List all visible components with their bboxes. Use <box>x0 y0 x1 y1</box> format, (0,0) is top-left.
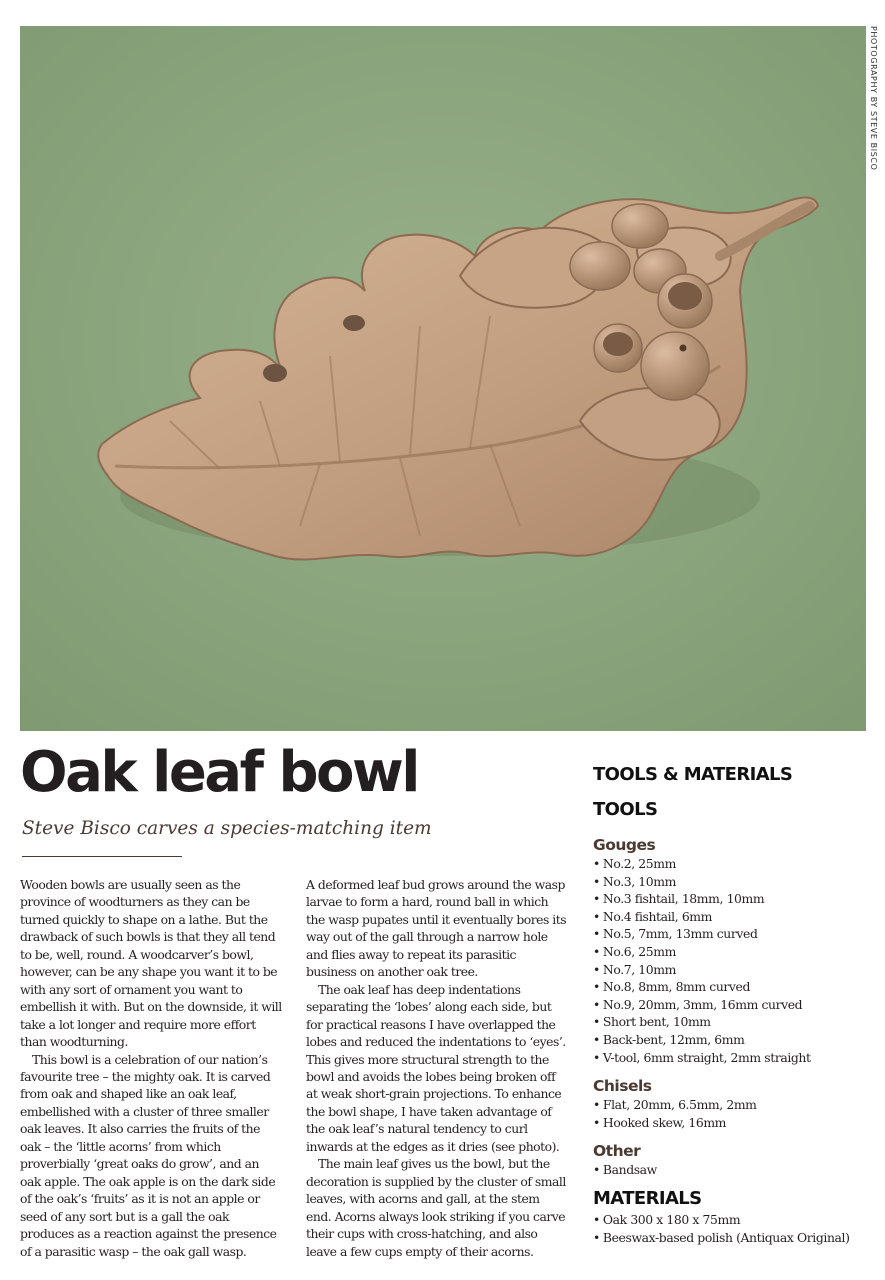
body-column-1 <box>20 876 282 1260</box>
list-item: • Hooked skew, 16mm <box>593 1114 873 1132</box>
gall-wasp-hole <box>680 345 687 352</box>
list-item: • No.9, 20mm, 3mm, 16mm curved <box>593 996 873 1014</box>
tools-heading: TOOLS <box>593 799 658 820</box>
paragraph: This bowl is a celebration of our nation’s favourite tree – the mighty oak. It is carved from oak and shaped like an oak leaf, embellished with a cluster of three smaller oak leaves. It also carries the fruits of the oak – the ‘little acorns’ from which proverbially ‘great oaks do grow’, and an oak apple. The oak apple is on the dark side of the oak’s ‘fruits’ as it is not an apple or seed of any sort but is a gall the oak produces as a reaction against the presence of a parasitic wasp – the oak gall wasp. <box>20 1051 277 1259</box>
list-item: • V-tool, 6mm straight, 2mm straight <box>593 1049 873 1067</box>
list-item: • No.7, 10mm <box>593 961 873 979</box>
leaf-eye-hole-2 <box>263 364 287 382</box>
chisels-list <box>593 1096 873 1131</box>
sidebar-heading: TOOLS & MATERIALS <box>593 764 793 785</box>
paragraph: The main leaf gives us the bowl, but the decoration is supplied by the cluster of small leaves, with acorns and gall, at the stem end. Acorns always look striking if you carve their cups with cross-hatching, and also leave a few cups empty of their acorns. <box>306 1156 566 1259</box>
tools-materials-sidebar <box>593 760 873 1246</box>
other-heading: Other <box>593 1142 641 1161</box>
paragraph: A deformed leaf bud grows around the wasp larvae to form a hard, round ball in which the wasp pupates until it eventually bores its way out of the gall through a narrow hole and flies away to repeat its parasitic business on another oak tree. <box>306 877 567 980</box>
list-item: • Bandsaw <box>593 1161 873 1179</box>
list-item: • No.5, 7mm, 13mm curved <box>593 925 873 943</box>
list-item: • Beeswax-based polish (Antiquax Original) <box>593 1229 873 1247</box>
article-title: Oak leaf bowl <box>20 740 418 805</box>
list-item: • No.3, 10mm <box>593 873 873 891</box>
leaf-eye-hole-1 <box>343 315 365 331</box>
list-item: • No.4 fishtail, 6mm <box>593 908 873 926</box>
list-item: • No.8, 8mm, 8mm curved <box>593 978 873 996</box>
carved-bowl-illustration <box>20 26 866 731</box>
acorn-cup-hollow-1 <box>668 282 702 310</box>
list-item: • No.6, 25mm <box>593 943 873 961</box>
gouges-list <box>593 855 873 1066</box>
acorn-cup-hollow-2 <box>603 332 633 356</box>
list-item: • Flat, 20mm, 6.5mm, 2mm <box>593 1096 873 1114</box>
list-item: • Back-bent, 12mm, 6mm <box>593 1031 873 1049</box>
materials-list <box>593 1211 873 1246</box>
photo-oak-leaf-bowl <box>20 26 866 731</box>
gouges-heading: Gouges <box>593 836 656 854</box>
chisels-heading: Chisels <box>593 1077 652 1096</box>
list-item: • Oak 300 x 180 x 75mm <box>593 1211 873 1229</box>
photo-credit <box>867 26 879 226</box>
body-column-2 <box>306 876 568 1260</box>
acorn-1 <box>570 242 630 290</box>
oak-apple-gall <box>641 332 709 400</box>
materials-heading: MATERIALS <box>593 1187 702 1209</box>
paragraph: The oak leaf has deep indentations separating the ‘lobes’ along each side, but for practical reasons I have overlapped the lobes and reduced the indentations to ‘eyes’. This gives more structural strength to the bowl and avoids the lobes being broken off at weak short-grain projections. To enhance the bowl shape, I have taken advantage of the oak leaf’s natural tendency to curl inwards at the edges as it dries (see photo). <box>306 981 566 1154</box>
list-item: • Short bent, 10mm <box>593 1013 873 1031</box>
other-list <box>593 1161 873 1179</box>
list-item: • No.3 fishtail, 18mm, 10mm <box>593 890 873 908</box>
photo-credit-text: PHOTOGRAPHY BY STEVE BISCO <box>869 26 878 171</box>
list-item: • No.2, 25mm <box>593 855 873 873</box>
paragraph: Wooden bowls are usually seen as the province of woodturners as they can be turned quickly to shape on a lathe. But the drawback of such bowls is that they all tend to be, well, round. A woodcarver’s bowl, however, can be any shape you want it to be with any sort of ornament you want to embellish it with. But on the downside, it will take a lot longer and require more effort than woodturning. <box>20 877 282 1050</box>
standfirst-rule <box>22 856 182 857</box>
article-standfirst: Steve Bisco carves a species-matching item <box>22 818 432 839</box>
acorn-2 <box>612 204 668 248</box>
